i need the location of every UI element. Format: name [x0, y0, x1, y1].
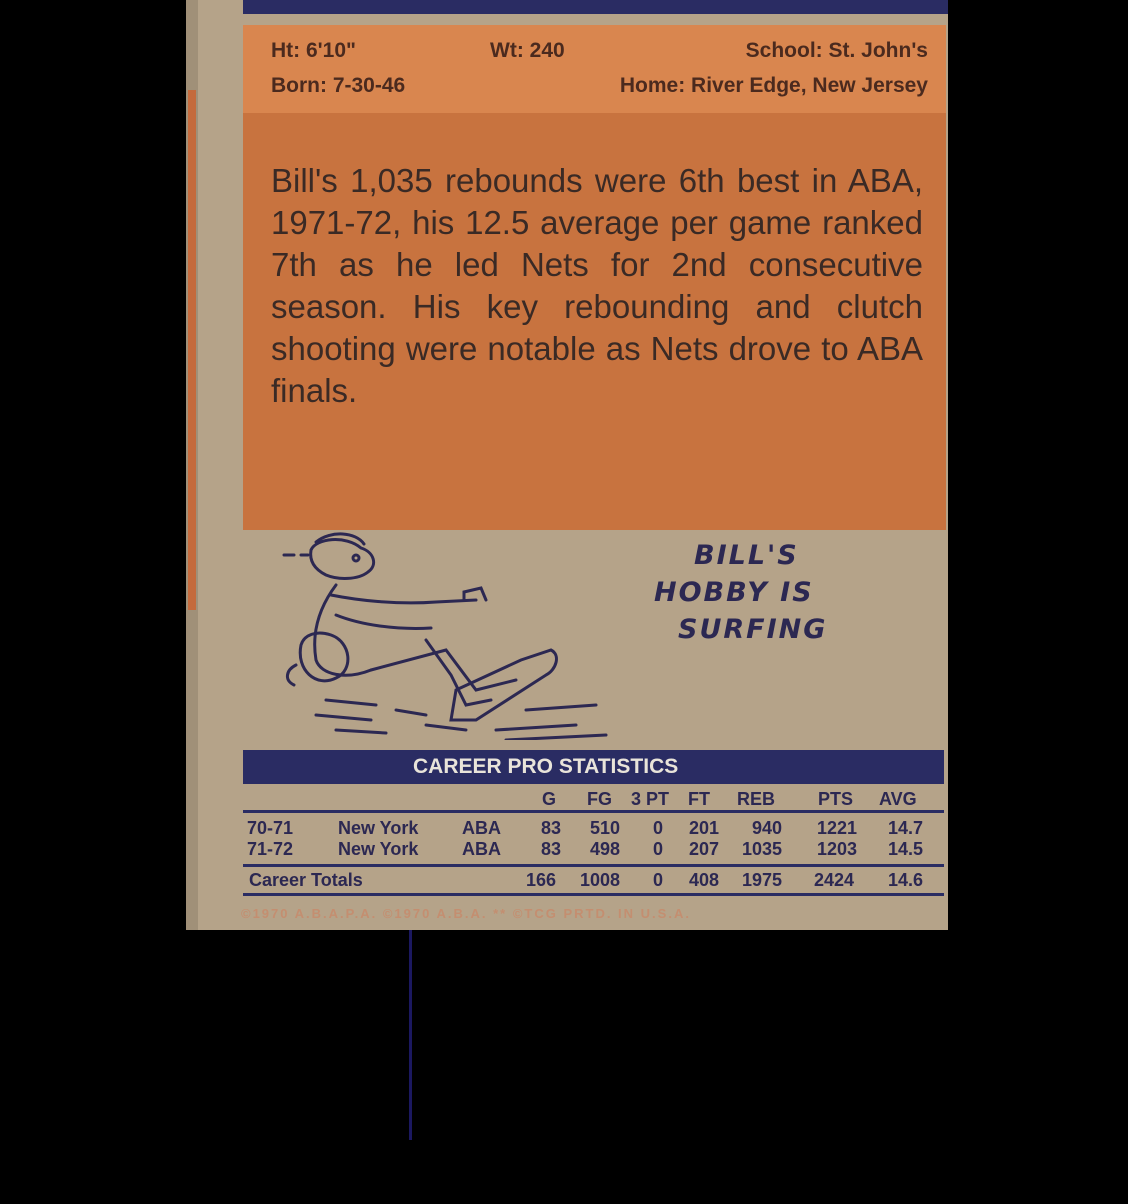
weight-label: Wt: 240 [490, 39, 565, 62]
school-label: School: St. John's [745, 39, 928, 62]
ink-mark [409, 930, 412, 1140]
col-header-fg: FG [587, 789, 612, 809]
totals-avg: 14.6 [888, 870, 924, 890]
row2-avg: 14.5 [888, 839, 924, 859]
card-back [186, 0, 948, 930]
totals-fg: 1008 [580, 870, 621, 890]
row1-team: New York [338, 818, 419, 838]
player-info-strip [243, 25, 946, 113]
totals-3pt: 0 [653, 870, 664, 890]
totals-ft: 408 [689, 870, 720, 890]
home-label: Home: River Edge, New Jersey [619, 74, 928, 97]
totals-g: 166 [526, 870, 557, 890]
copyright-footer: ©1970 A.B.A.P.A. ©1970 A.B.A. ** ©TCG PRTD. IN U.S.A. [241, 906, 691, 921]
col-header-avg: AVG [879, 789, 917, 809]
totals-label: Career Totals [249, 870, 363, 890]
born-label: Born: 7-30-46 [271, 74, 406, 97]
row2-fg: 498 [590, 839, 621, 859]
row1-league: ABA [462, 818, 501, 838]
col-header-reb: REB [737, 789, 776, 809]
totals-pts: 2424 [814, 870, 855, 890]
hobby-line-2: HOBBY IS [654, 577, 814, 608]
row1-avg: 14.7 [888, 818, 924, 838]
row1-pts: 1221 [817, 818, 858, 838]
col-header-g: G [542, 789, 557, 809]
row1-ft: 201 [689, 818, 720, 838]
stats-header [243, 750, 944, 784]
row1-3pt: 0 [653, 818, 664, 838]
surfer-cartoon-icon [276, 530, 696, 740]
totals-reb: 1975 [742, 870, 783, 890]
row2-team: New York [338, 839, 419, 859]
hobby-line-3: SURFING [678, 614, 828, 645]
row1-fg: 510 [590, 818, 621, 838]
card-orange-edge [188, 90, 196, 610]
bio-panel [243, 25, 946, 530]
row2-3pt: 0 [653, 839, 664, 859]
col-header-ft: FT [688, 789, 710, 809]
row2-g: 83 [541, 839, 562, 859]
row1-g: 83 [541, 818, 562, 838]
height-label: Ht: 6'10" [271, 39, 356, 62]
row2-ft: 207 [689, 839, 720, 859]
row2-league: ABA [462, 839, 501, 859]
hobby-line-1: BILL'S [694, 540, 799, 571]
row1-reb: 940 [752, 818, 783, 838]
bio-text: Bill's 1,035 rebounds were 6th best in ABA, 1971-72, his 12.5 average per game ranked 7th as he led Nets for 2nd consecutive season. His key rebounding and clutch shooting were notable as Nets drove to ABA finals. [271, 162, 923, 409]
col-header-3pt: 3 PT [631, 789, 670, 809]
row2-reb: 1035 [742, 839, 783, 859]
row2-season: 71-72 [247, 839, 294, 859]
stats-rule-mid [243, 864, 944, 867]
col-header-pts: PTS [818, 789, 854, 809]
row1-season: 70-71 [247, 818, 294, 838]
stats-rule-top [243, 810, 944, 813]
stats-title: CAREER PRO STATISTICS [413, 755, 679, 778]
stats-rule-bottom [243, 893, 944, 896]
row2-pts: 1203 [817, 839, 858, 859]
top-navy-bar [243, 0, 948, 14]
